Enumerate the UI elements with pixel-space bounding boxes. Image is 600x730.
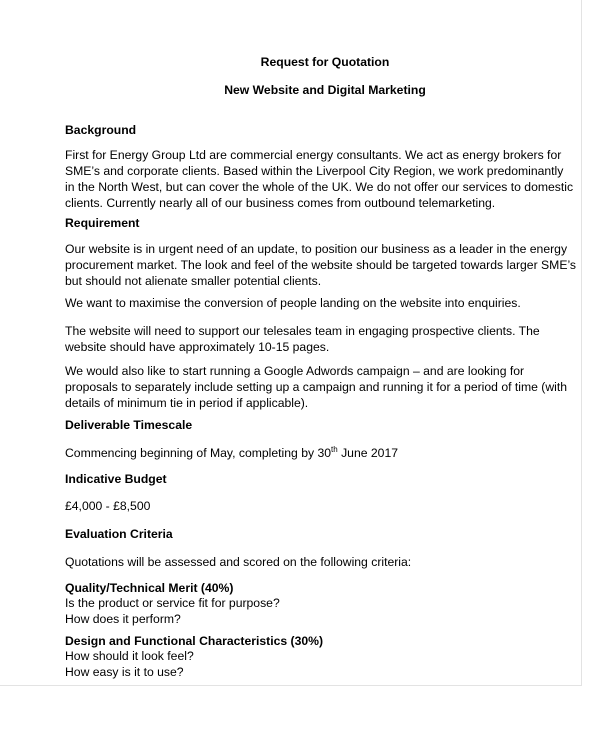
budget-heading: Indicative Budget — [65, 472, 167, 486]
criteria-question: Is the product or service fit for purpose? — [65, 596, 280, 610]
criteria-title: Design and Functional Characteristics (30%) — [65, 634, 324, 648]
timescale-heading: Deliverable Timescale — [65, 418, 193, 432]
requirement-paragraph-4 — [65, 363, 568, 411]
requirement-line: proposals to separately include setting up a campaign and running it for a period of time (with — [65, 380, 568, 394]
requirement-line: We would also like to start running a Google Adwords campaign – and are looking for — [65, 364, 525, 378]
background-line: First for Energy Group Ltd are commercial energy consultants. We act as energy brokers for — [65, 148, 562, 162]
requirement-heading: Requirement — [65, 216, 140, 230]
timescale-text — [65, 445, 398, 461]
criteria-question: How easy is it to use? — [65, 665, 184, 679]
document-subtitle: New Website and Digital Marketing — [224, 83, 426, 97]
timescale-text-start: Commencing beginning of May, completing by 30 — [65, 446, 332, 460]
criteria-title: Quality/Technical Merit (40%) — [65, 581, 234, 595]
requirement-paragraph-3 — [65, 323, 548, 355]
background-heading: Background — [65, 123, 137, 137]
background-line: SME’s and corporate clients. Based within the Liverpool City Region, we work predominantly — [65, 164, 564, 178]
requirement-paragraph-2: We want to maximise the conversion of people landing on the website into enquiries. — [65, 296, 521, 310]
requirement-paragraph-1 — [65, 241, 577, 289]
background-line: clients. Currently nearly all of our business comes from outbound telemarketing. — [65, 196, 496, 210]
evaluation-intro: Quotations will be assessed and scored on the following criteria: — [65, 555, 412, 569]
requirement-line: website should have approximately 10-15 pages. — [65, 340, 330, 354]
background-line: in the North West, but can cover the whole of the UK. We do not offer our services to domestic — [65, 180, 574, 194]
criteria-question: How should it look feel? — [65, 649, 194, 663]
background-paragraph — [65, 147, 574, 211]
criteria-question: How does it perform? — [65, 612, 181, 626]
evaluation-heading: Evaluation Criteria — [65, 527, 173, 541]
requirement-line: procurement market. The look and feel of the website should be targeted towards larger SME’s — [65, 258, 577, 272]
document-title: Request for Quotation — [260, 55, 390, 69]
requirement-line: The website will need to support our telesales team in engaging prospective clients. The — [65, 324, 540, 338]
timescale-text-end: June 2017 — [337, 446, 399, 460]
budget-value: £4,000 - £8,500 — [65, 499, 151, 513]
requirement-line: Our website is in urgent need of an update, to position our business as a leader in the energy — [65, 242, 568, 256]
requirement-line: but should not alienate smaller potential clients. — [65, 274, 322, 288]
timescale-superscript: th — [331, 444, 338, 454]
requirement-line: details of minimum tie in period if applicable). — [65, 396, 309, 410]
